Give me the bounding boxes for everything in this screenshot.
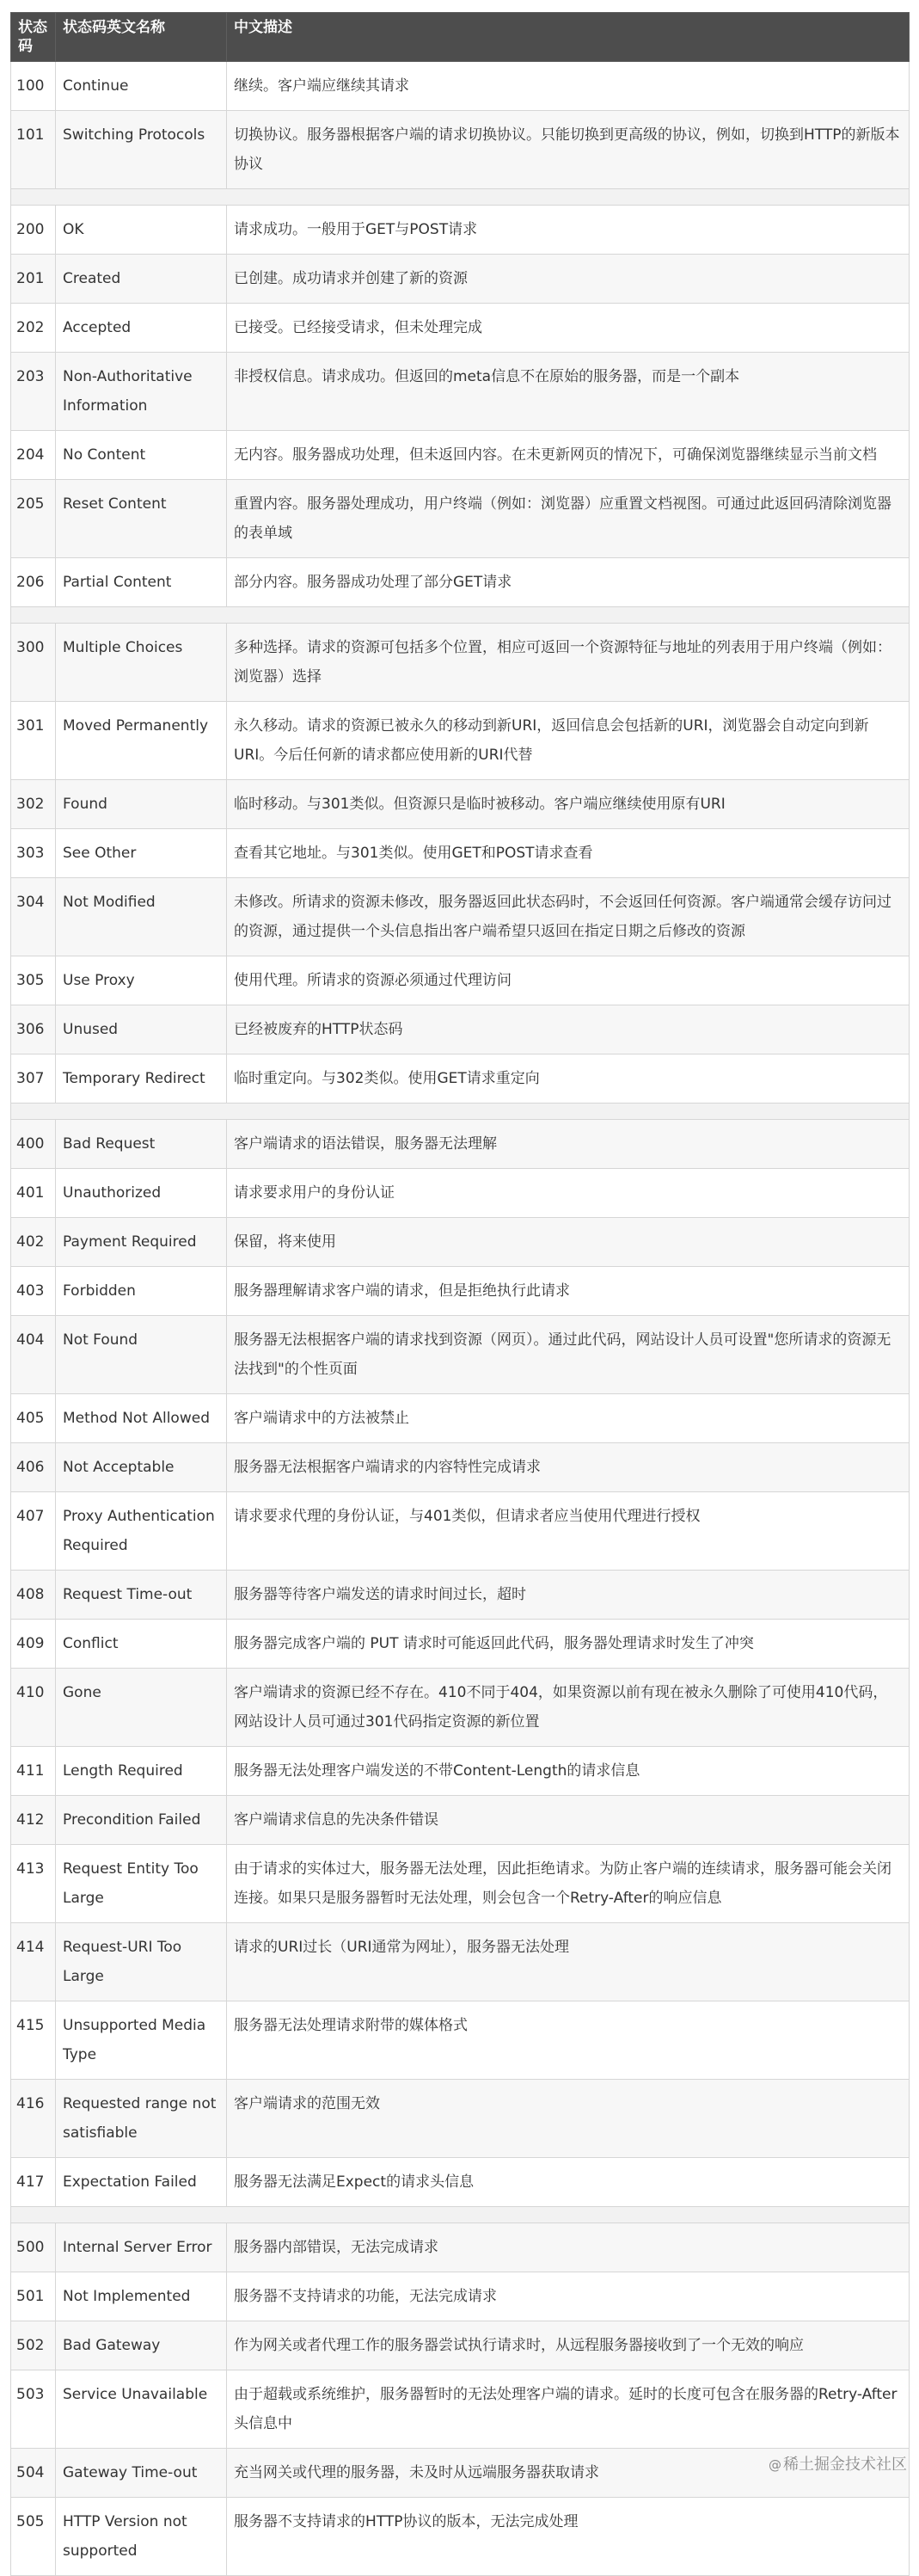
status-code-cell: 305 bbox=[11, 956, 56, 1005]
group-separator-row bbox=[11, 189, 910, 206]
status-description-cell: 由于请求的实体过大，服务器无法处理，因此拒绝请求。为防止客户端的连续请求，服务器可能会关闭连接。如果只是服务器暂时无法处理，则会包含一个Retry-After的响应信息 bbox=[227, 1845, 910, 1923]
status-code-cell: 410 bbox=[11, 1669, 56, 1747]
status-description-cell: 服务器内部错误，无法完成请求 bbox=[227, 2223, 910, 2272]
table-row bbox=[11, 1005, 910, 1054]
status-description-cell: 由于超载或系统维护，服务器暂时的无法处理客户端的请求。延时的长度可包含在服务器的Retry-After头信息中 bbox=[227, 2370, 910, 2449]
watermark-at: @ bbox=[769, 2457, 781, 2473]
status-description-cell: 客户端请求的语法错误，服务器无法理解 bbox=[227, 1120, 910, 1169]
status-name-cell: No Content bbox=[56, 431, 227, 480]
table-row bbox=[11, 1316, 910, 1394]
status-code-cell: 401 bbox=[11, 1169, 56, 1218]
status-name-cell: Unsupported Media Type bbox=[56, 2001, 227, 2080]
status-description-cell: 保留，将来使用 bbox=[227, 1218, 910, 1267]
status-code-cell: 200 bbox=[11, 206, 56, 255]
status-name-cell: Found bbox=[56, 780, 227, 829]
table-row bbox=[11, 1796, 910, 1845]
status-description-cell: 已经被废弃的HTTP状态码 bbox=[227, 1005, 910, 1054]
table-row bbox=[11, 2370, 910, 2449]
table-row bbox=[11, 1120, 910, 1169]
status-name-cell: Switching Protocols bbox=[56, 111, 227, 189]
status-code-cell: 203 bbox=[11, 353, 56, 431]
watermark bbox=[769, 2452, 907, 2475]
table-row bbox=[11, 431, 910, 480]
table-body bbox=[11, 62, 910, 2576]
status-name-cell: Length Required bbox=[56, 1747, 227, 1796]
status-code-cell: 307 bbox=[11, 1054, 56, 1104]
table-row bbox=[11, 1669, 910, 1747]
status-description-cell: 多种选择。请求的资源可包括多个位置，相应可返回一个资源特征与地址的列表用于用户终端（例如：浏览器）选择 bbox=[227, 624, 910, 702]
status-code-cell: 414 bbox=[11, 1923, 56, 2001]
status-code-cell: 501 bbox=[11, 2272, 56, 2321]
status-description-cell: 作为网关或者代理工作的服务器尝试执行请求时，从远程服务器接收到了一个无效的响应 bbox=[227, 2321, 910, 2370]
status-description-cell: 非授权信息。请求成功。但返回的meta信息不在原始的服务器，而是一个副本 bbox=[227, 353, 910, 431]
status-code-cell: 500 bbox=[11, 2223, 56, 2272]
status-description-cell: 请求的URI过长（URI通常为网址），服务器无法处理 bbox=[227, 1923, 910, 2001]
status-name-cell: Internal Server Error bbox=[56, 2223, 227, 2272]
status-description-cell: 切换协议。服务器根据客户端的请求切换协议。只能切换到更高级的协议，例如，切换到HTTP的新版本协议 bbox=[227, 111, 910, 189]
status-description-cell: 客户端请求的范围无效 bbox=[227, 2080, 910, 2158]
table-row bbox=[11, 558, 910, 607]
status-description-cell: 服务器等待客户端发送的请求时间过长，超时 bbox=[227, 1571, 910, 1620]
status-name-cell: Not Implemented bbox=[56, 2272, 227, 2321]
status-code-cell: 504 bbox=[11, 2449, 56, 2498]
status-code-table-container bbox=[10, 12, 909, 2576]
table-row bbox=[11, 111, 910, 189]
status-code-cell: 404 bbox=[11, 1316, 56, 1394]
status-description-cell: 充当网关或代理的服务器，未及时从远端服务器获取请求 bbox=[227, 2449, 910, 2498]
status-description-cell: 客户端请求中的方法被禁止 bbox=[227, 1394, 910, 1443]
status-code-cell: 101 bbox=[11, 111, 56, 189]
status-name-cell: Forbidden bbox=[56, 1267, 227, 1316]
status-name-cell: Use Proxy bbox=[56, 956, 227, 1005]
status-name-cell: Not Acceptable bbox=[56, 1443, 227, 1492]
status-description-cell: 永久移动。请求的资源已被永久的移动到新URI，返回信息会包括新的URI，浏览器会自动定向到新URI。今后任何新的请求都应使用新的URI代替 bbox=[227, 702, 910, 780]
status-code-cell: 201 bbox=[11, 255, 56, 304]
status-code-cell: 306 bbox=[11, 1005, 56, 1054]
header-status-code: 状态码 bbox=[11, 13, 56, 62]
status-name-cell: Temporary Redirect bbox=[56, 1054, 227, 1104]
status-name-cell: Proxy Authentication Required bbox=[56, 1492, 227, 1571]
status-name-cell: Request Time-out bbox=[56, 1571, 227, 1620]
status-name-cell: OK bbox=[56, 206, 227, 255]
table-row bbox=[11, 2223, 910, 2272]
group-separator-cell bbox=[11, 1104, 910, 1120]
status-code-cell: 302 bbox=[11, 780, 56, 829]
status-description-cell: 临时重定向。与302类似。使用GET请求重定向 bbox=[227, 1054, 910, 1104]
status-code-cell: 505 bbox=[11, 2498, 56, 2576]
status-code-cell: 304 bbox=[11, 878, 56, 956]
status-code-cell: 415 bbox=[11, 2001, 56, 2080]
status-description-cell: 服务器无法满足Expect的请求头信息 bbox=[227, 2158, 910, 2207]
status-name-cell: Created bbox=[56, 255, 227, 304]
table-row bbox=[11, 1394, 910, 1443]
status-name-cell: Precondition Failed bbox=[56, 1796, 227, 1845]
group-separator-row bbox=[11, 1104, 910, 1120]
status-name-cell: Request-URI Too Large bbox=[56, 1923, 227, 2001]
status-name-cell: Expectation Failed bbox=[56, 2158, 227, 2207]
table-row bbox=[11, 1054, 910, 1104]
group-separator-cell bbox=[11, 189, 910, 206]
table-row bbox=[11, 780, 910, 829]
table-row bbox=[11, 2158, 910, 2207]
status-name-cell: Continue bbox=[56, 62, 227, 111]
status-code-cell: 408 bbox=[11, 1571, 56, 1620]
status-code-cell: 412 bbox=[11, 1796, 56, 1845]
status-code-cell: 303 bbox=[11, 829, 56, 878]
status-name-cell: Gateway Time-out bbox=[56, 2449, 227, 2498]
status-name-cell: Not Found bbox=[56, 1316, 227, 1394]
group-separator-cell bbox=[11, 2207, 910, 2223]
status-code-cell: 413 bbox=[11, 1845, 56, 1923]
status-description-cell: 请求要求用户的身份认证 bbox=[227, 1169, 910, 1218]
table-header-row bbox=[11, 13, 910, 62]
status-name-cell: Multiple Choices bbox=[56, 624, 227, 702]
status-name-cell: Conflict bbox=[56, 1620, 227, 1669]
group-separator-row bbox=[11, 607, 910, 624]
status-description-cell: 继续。客户端应继续其请求 bbox=[227, 62, 910, 111]
status-code-cell: 206 bbox=[11, 558, 56, 607]
status-description-cell: 查看其它地址。与301类似。使用GET和POST请求查看 bbox=[227, 829, 910, 878]
status-name-cell: Bad Request bbox=[56, 1120, 227, 1169]
status-description-cell: 已接受。已经接受请求，但未处理完成 bbox=[227, 304, 910, 353]
status-name-cell: See Other bbox=[56, 829, 227, 878]
status-description-cell: 服务器理解请求客户端的请求，但是拒绝执行此请求 bbox=[227, 1267, 910, 1316]
status-description-cell: 请求成功。一般用于GET与POST请求 bbox=[227, 206, 910, 255]
table-row bbox=[11, 702, 910, 780]
status-name-cell: Partial Content bbox=[56, 558, 227, 607]
table-row bbox=[11, 1845, 910, 1923]
status-name-cell: Payment Required bbox=[56, 1218, 227, 1267]
status-description-cell: 服务器完成客户端的 PUT 请求时可能返回此代码，服务器处理请求时发生了冲突 bbox=[227, 1620, 910, 1669]
table-row bbox=[11, 2498, 910, 2576]
status-description-cell: 服务器无法根据客户端的请求找到资源（网页）。通过此代码，网站设计人员可设置"您所请求的资源无法找到"的个性页面 bbox=[227, 1316, 910, 1394]
status-description-cell: 服务器无法根据客户端请求的内容特性完成请求 bbox=[227, 1443, 910, 1492]
status-code-cell: 407 bbox=[11, 1492, 56, 1571]
table-row bbox=[11, 1571, 910, 1620]
status-name-cell: Unused bbox=[56, 1005, 227, 1054]
status-code-cell: 205 bbox=[11, 480, 56, 558]
table-row bbox=[11, 624, 910, 702]
status-description-cell: 请求要求代理的身份认证，与401类似，但请求者应当使用代理进行授权 bbox=[227, 1492, 910, 1571]
group-separator-row bbox=[11, 2207, 910, 2223]
table-row bbox=[11, 1923, 910, 2001]
table-row bbox=[11, 62, 910, 111]
status-description-cell: 部分内容。服务器成功处理了部分GET请求 bbox=[227, 558, 910, 607]
status-description-cell: 客户端请求的资源已经不存在。410不同于404，如果资源以前有现在被永久删除了可使用410代码，网站设计人员可通过301代码指定资源的新位置 bbox=[227, 1669, 910, 1747]
table-row bbox=[11, 1218, 910, 1267]
table-row bbox=[11, 304, 910, 353]
status-code-cell: 400 bbox=[11, 1120, 56, 1169]
status-name-cell: Moved Permanently bbox=[56, 702, 227, 780]
table-row bbox=[11, 2001, 910, 2080]
watermark-text: 稀土掘金技术社区 bbox=[783, 2456, 907, 2474]
status-name-cell: Requested range not satisfiable bbox=[56, 2080, 227, 2158]
status-code-cell: 405 bbox=[11, 1394, 56, 1443]
status-name-cell: Unauthorized bbox=[56, 1169, 227, 1218]
status-name-cell: Method Not Allowed bbox=[56, 1394, 227, 1443]
status-description-cell: 临时移动。与301类似。但资源只是临时被移动。客户端应继续使用原有URI bbox=[227, 780, 910, 829]
status-name-cell: Gone bbox=[56, 1669, 227, 1747]
table-row bbox=[11, 829, 910, 878]
status-description-cell: 服务器不支持请求的功能，无法完成请求 bbox=[227, 2272, 910, 2321]
status-code-cell: 416 bbox=[11, 2080, 56, 2158]
status-description-cell: 未修改。所请求的资源未修改，服务器返回此状态码时，不会返回任何资源。客户端通常会缓存访问过的资源，通过提供一个头信息指出客户端希望只返回在指定日期之后修改的资源 bbox=[227, 878, 910, 956]
table-row bbox=[11, 1620, 910, 1669]
status-description-cell: 客户端请求信息的先决条件错误 bbox=[227, 1796, 910, 1845]
status-code-cell: 502 bbox=[11, 2321, 56, 2370]
status-code-cell: 100 bbox=[11, 62, 56, 111]
table-row bbox=[11, 1747, 910, 1796]
status-name-cell: Not Modified bbox=[56, 878, 227, 956]
table-row bbox=[11, 480, 910, 558]
status-description-cell: 重置内容。服务器处理成功，用户终端（例如：浏览器）应重置文档视图。可通过此返回码清除浏览器的表单域 bbox=[227, 480, 910, 558]
table-row bbox=[11, 1492, 910, 1571]
status-code-cell: 417 bbox=[11, 2158, 56, 2207]
table-row bbox=[11, 1169, 910, 1218]
table-row bbox=[11, 255, 910, 304]
header-english-name: 状态码英文名称 bbox=[56, 13, 227, 62]
table-row bbox=[11, 2321, 910, 2370]
status-name-cell: Service Unavailable bbox=[56, 2370, 227, 2449]
status-code-cell: 409 bbox=[11, 1620, 56, 1669]
table-row bbox=[11, 2080, 910, 2158]
status-name-cell: Bad Gateway bbox=[56, 2321, 227, 2370]
status-code-cell: 402 bbox=[11, 1218, 56, 1267]
status-name-cell: Non-Authoritative Information bbox=[56, 353, 227, 431]
http-status-table bbox=[10, 12, 910, 2576]
status-code-cell: 406 bbox=[11, 1443, 56, 1492]
status-name-cell: Request Entity Too Large bbox=[56, 1845, 227, 1923]
table-row bbox=[11, 206, 910, 255]
status-code-cell: 301 bbox=[11, 702, 56, 780]
status-name-cell: Accepted bbox=[56, 304, 227, 353]
status-name-cell: HTTP Version not supported bbox=[56, 2498, 227, 2576]
status-name-cell: Reset Content bbox=[56, 480, 227, 558]
status-code-cell: 300 bbox=[11, 624, 56, 702]
table-row bbox=[11, 2272, 910, 2321]
status-code-cell: 503 bbox=[11, 2370, 56, 2449]
status-code-cell: 411 bbox=[11, 1747, 56, 1796]
status-code-cell: 202 bbox=[11, 304, 56, 353]
status-description-cell: 服务器无法处理请求附带的媒体格式 bbox=[227, 2001, 910, 2080]
status-code-cell: 403 bbox=[11, 1267, 56, 1316]
status-description-cell: 已创建。成功请求并创建了新的资源 bbox=[227, 255, 910, 304]
status-description-cell: 使用代理。所请求的资源必须通过代理访问 bbox=[227, 956, 910, 1005]
table-row bbox=[11, 1443, 910, 1492]
table-row bbox=[11, 353, 910, 431]
table-row bbox=[11, 1267, 910, 1316]
status-description-cell: 服务器无法处理客户端发送的不带Content-Length的请求信息 bbox=[227, 1747, 910, 1796]
status-description-cell: 服务器不支持请求的HTTP协议的版本，无法完成处理 bbox=[227, 2498, 910, 2576]
status-description-cell: 无内容。服务器成功处理，但未返回内容。在未更新网页的情况下，可确保浏览器继续显示当前文档 bbox=[227, 431, 910, 480]
header-chinese-description: 中文描述 bbox=[227, 13, 910, 62]
status-code-cell: 204 bbox=[11, 431, 56, 480]
table-row bbox=[11, 878, 910, 956]
group-separator-cell bbox=[11, 607, 910, 624]
table-row bbox=[11, 956, 910, 1005]
